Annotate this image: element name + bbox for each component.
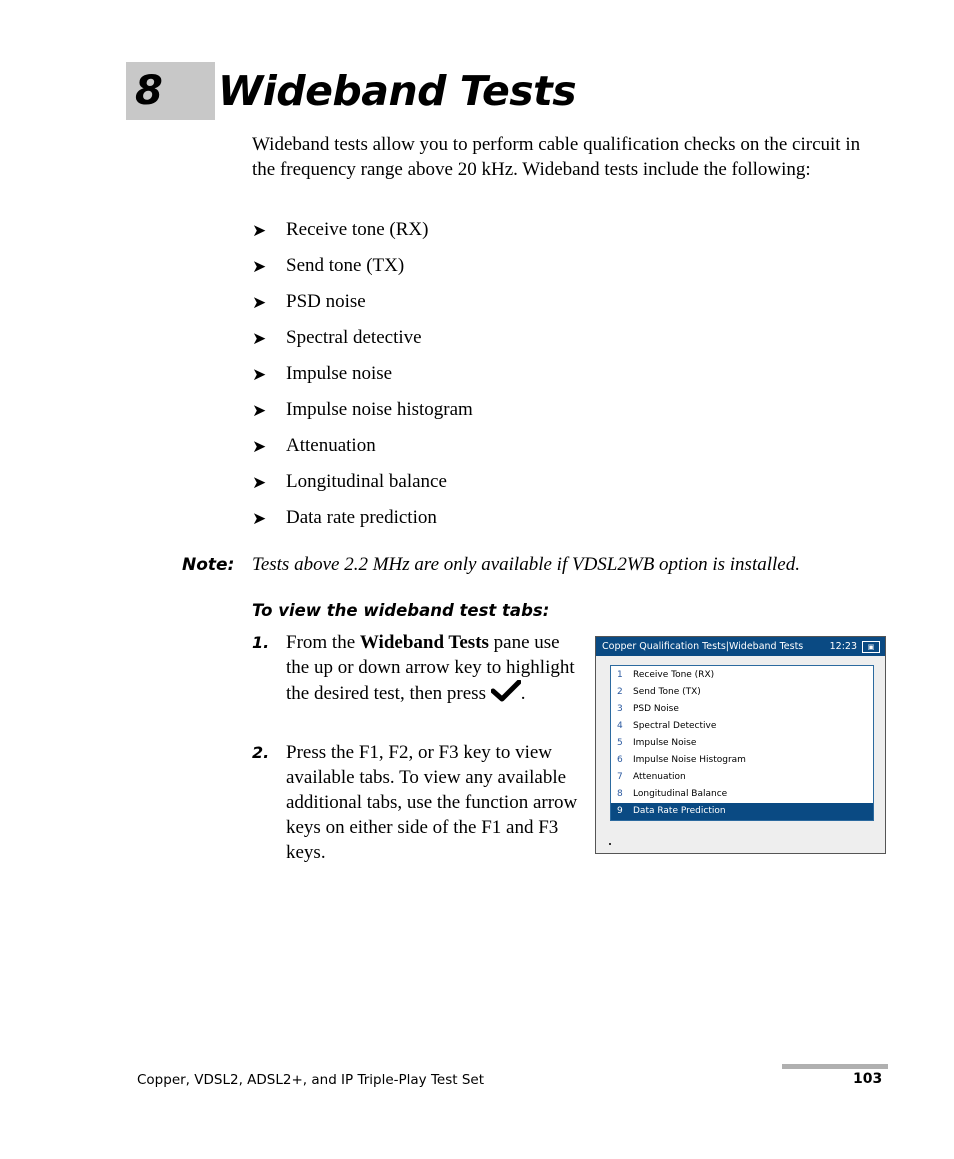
- list-item: ➤ Impulse noise histogram: [252, 397, 473, 433]
- note-text: Tests above 2.2 MHz are only available if VDSL2WB option is installed.: [252, 554, 800, 575]
- procedure-step-2: 2. Press the F1, F2, or F3 key to view available tabs. To view any available additional tabs, use the function arrow keys on either side of the F1 and F3 keys.: [252, 742, 578, 863]
- list-item: ➤ Longitudinal balance: [252, 469, 473, 505]
- test-row[interactable]: 3 PSD Noise: [617, 704, 679, 714]
- list-item: ➤ PSD noise: [252, 289, 473, 325]
- page-number: 103: [853, 1071, 883, 1087]
- test-row[interactable]: 7 Attenuation: [617, 772, 686, 782]
- list-item: ➤ Attenuation: [252, 433, 473, 469]
- list-item: ➤ Receive tone (RX): [252, 217, 473, 253]
- arrow-bullet-icon: ➤: [252, 401, 267, 420]
- arrow-bullet-icon: ➤: [252, 437, 267, 456]
- arrow-bullet-icon: ➤: [252, 365, 267, 384]
- intro-paragraph: Wideband tests allow you to perform cable qualification checks on the circuit in the frequency range above 20 kHz. Wideband tests include the following:: [252, 134, 861, 180]
- wideband-tests-screenshot: [595, 636, 886, 854]
- step-number: 1.: [252, 633, 270, 652]
- test-list: [252, 217, 473, 541]
- test-row[interactable]: 4 Spectral Detective: [617, 721, 717, 731]
- chapter-title: Wideband Tests: [218, 67, 577, 115]
- screenshot-title-bar: [596, 637, 885, 656]
- test-row[interactable]: 5 Impulse Noise: [617, 738, 697, 748]
- step-number: 2.: [252, 743, 270, 762]
- arrow-bullet-icon: ➤: [252, 221, 267, 240]
- procedure-step-1: 1. From the Wideband Tests pane use the up or down arrow key to highlight the desired test, then press .: [252, 632, 575, 704]
- test-row[interactable]: 2 Send Tone (TX): [617, 687, 701, 697]
- list-item: ➤ Impulse noise: [252, 361, 473, 397]
- screenshot-title: Copper Qualification Tests|Wideband Tests: [602, 641, 804, 652]
- test-row[interactable]: 8 Longitudinal Balance: [617, 789, 728, 799]
- footer-product-name: Copper, VDSL2, ADSL2+, and IP Triple-Play Test Set: [137, 1072, 485, 1088]
- arrow-bullet-icon: ➤: [252, 293, 267, 312]
- list-item: ➤ Send tone (TX): [252, 253, 473, 289]
- arrow-bullet-icon: ➤: [252, 329, 267, 348]
- list-item: ➤ Spectral detective: [252, 325, 473, 361]
- wideband-tests-pane: [610, 665, 874, 821]
- chapter-number: 8: [135, 68, 163, 114]
- note-label: Note:: [182, 555, 235, 575]
- test-row-selected[interactable]: 9 Data Rate Prediction: [611, 803, 873, 820]
- test-row[interactable]: 1 Receive Tone (RX): [617, 670, 715, 680]
- wideband-tests-pane-ref: Wideband Tests: [359, 632, 489, 653]
- arrow-bullet-icon: ➤: [252, 473, 267, 492]
- test-row[interactable]: 6 Impulse Noise Histogram: [617, 755, 746, 765]
- arrow-bullet-icon: ➤: [252, 257, 267, 276]
- clock-readout: 12:23: [829, 641, 857, 652]
- arrow-bullet-icon: ➤: [252, 509, 267, 528]
- dot-marker: [609, 843, 611, 845]
- status-icon: ▣: [862, 641, 880, 653]
- procedure-title: To view the wideband test tabs:: [252, 601, 550, 620]
- list-item: ➤ Data rate prediction: [252, 505, 473, 541]
- checkmark-icon: [491, 680, 521, 702]
